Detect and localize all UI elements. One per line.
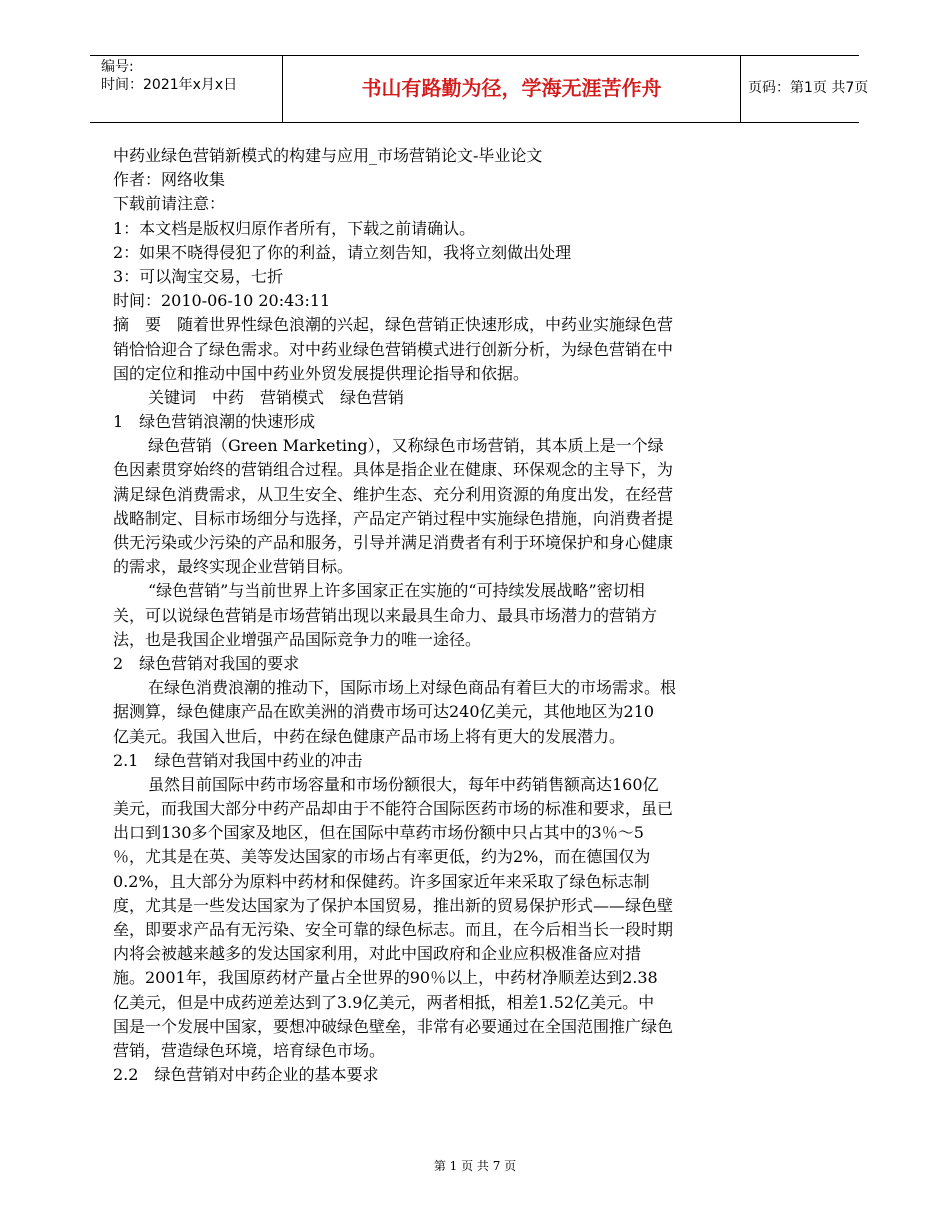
text-line: 法，也是我国企业增强产品国际竞争力的唯一途径。	[113, 629, 482, 649]
text-line: 施。2001年，我国原药材产量占全世界的90％以上，中药材净顺差达到2.38	[113, 968, 658, 988]
text-line: 2.1 绿色营销对我国中药业的冲击	[113, 750, 363, 770]
text-line: 国的定位和推动中国中药业外贸发展提供理论指导和依据。	[113, 363, 530, 383]
text-line: 满足绿色消费需求，从卫生安全、维护生态、充分利用资源的角度出发，在经营	[113, 484, 674, 504]
header-meta-cell	[90, 56, 282, 122]
text-line: 的需求，最终实现企业营销目标。	[113, 557, 354, 577]
document-body	[113, 144, 769, 1087]
text-line: 1 绿色营销浪潮的快速形成	[113, 412, 316, 432]
text-line: 内将会被越来越多的发达国家利用，对此中国政府和企业应积极准备应对措	[113, 944, 642, 964]
text-line: 在绿色消费浪潮的推动下，国际市场上对绿色商品有着巨大的市场需求。根	[148, 678, 677, 698]
text-line: 摘 要 随着世界性绿色浪潮的兴起，绿色营销正快速形成，中药业实施绿色营	[113, 315, 674, 335]
text-line: 营销，营造绿色环境，培育绿色市场。	[113, 1040, 386, 1060]
header-motto-cell	[282, 56, 741, 122]
text-line: 据测算，绿色健康产品在欧美洲的消费市场可达240亿美元，其他地区为210	[113, 702, 655, 722]
text-line: 1：本文档是版权归原作者所有，下载之前请确认。	[113, 218, 476, 238]
text-line: 亿美元。我国入世后，中药在绿色健康产品市场上将有更大的发展潜力。	[113, 726, 626, 746]
page-footer	[0, 1158, 950, 1174]
text-line: 3：可以淘宝交易，七折	[113, 266, 284, 286]
text-line: 2：如果不晓得侵犯了你的利益，请立刻告知，我将立刻做出处理	[113, 242, 572, 262]
text-line: 垒，即要求产品有无污染、安全可靠的绿色标志。而且，在今后相当长一段时期	[113, 920, 674, 939]
text-line: 销恰恰迎合了绿色需求。对中药业绿色营销模式进行创新分析，为绿色营销在中	[113, 339, 674, 359]
text-line: 出口到130多个国家及地区，但在国际中草药市场份额中只占其中的3％～5	[113, 823, 644, 843]
footer-page-number: 第 1 页 共 7 页	[433, 1159, 517, 1173]
text-line: 中药业绿色营销新模式的构建与应用_市场营销论文-毕业论文	[113, 146, 543, 165]
document-number-label: 编号:	[101, 59, 134, 75]
text-line: 下载前请注意：	[113, 194, 226, 214]
text-line: 度，尤其是一些发达国家为了保护本国贸易，推出新的贸易保护形式——绿色壁	[113, 895, 674, 915]
text-line: 时间：2010-06-10 20:43:11	[113, 291, 331, 311]
text-line: 2 绿色营销对我国的要求	[113, 653, 300, 673]
text-line: 绿色营销（Green Marketing），又称绿色市场营销，其本质上是一个绿	[148, 436, 664, 456]
page-header	[90, 55, 869, 123]
document-time-label: 时间：2021年x月x日	[101, 77, 238, 93]
text-line: 亿美元，但是中成药逆差达到了3.9亿美元，两者相抵，相差1.52亿美元。中	[113, 992, 655, 1012]
text-line: 美元，而我国大部分中药产品却由于不能符合国际医药市场的标准和要求，虽已	[113, 799, 674, 819]
text-line: 虽然目前国际中药市场容量和市场份额很大，每年中药销售额高达160亿	[148, 774, 659, 794]
text-line: 2.2 绿色营销对中药企业的基本要求	[113, 1065, 379, 1085]
text-line: 国是一个发展中国家，要想冲破绿色壁垒，非常有必要通过在全国范围推广绿色	[113, 1016, 674, 1036]
text-line: ％，尤其是在英、美等发达国家的市场占有率更低，约为2%，而在德国仅为	[113, 847, 651, 867]
header-page-cell	[740, 56, 869, 122]
header-page-info: 页码：第1页 共7页	[748, 80, 869, 96]
text-line: 供无污染或少污染的产品和服务，引导并满足消费者有利于环境保护和身心健康	[113, 533, 674, 552]
text-line: 作者：网络收集	[113, 170, 226, 190]
text-line: 0.2%，且大部分为原料中药材和保健药。许多国家近年来采取了绿色标志制	[113, 871, 650, 891]
text-line: 关，可以说绿色营销是市场营销出现以来最具生命力、最具市场潜力的营销方	[113, 605, 658, 625]
text-line: “绿色营销”与当前世界上许多国家正在实施的“可持续发展战略”密切相	[148, 581, 645, 601]
text-line: 色因素贯穿始终的营销组合过程。具体是指企业在健康、环保观念的主导下，为	[113, 460, 674, 480]
text-line: 战略制定、目标市场细分与选择，产品定产销过程中实施绿色措施，向消费者提	[113, 508, 674, 528]
motto-text: 书山有路勤为径，学海无涯苦作舟	[361, 76, 662, 100]
text-line: 关键词 中药 营销模式 绿色营销	[148, 387, 405, 407]
